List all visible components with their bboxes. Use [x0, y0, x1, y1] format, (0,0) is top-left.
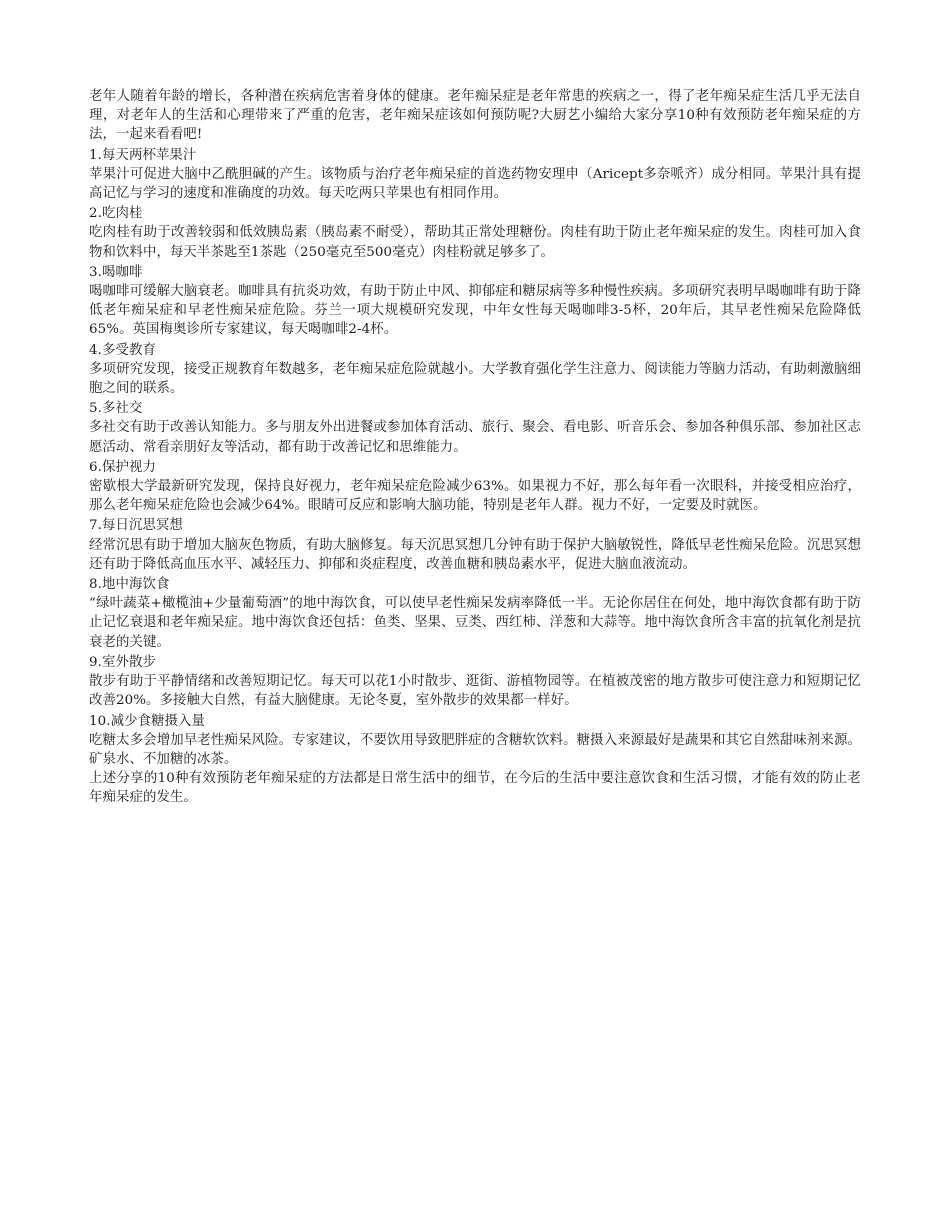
section-text: “绿叶蔬菜+橄榄油+少量葡萄酒”的地中海饮食，可以使早老性痴呆发病率降低一半。无论你居住在何处，地中海饮食都有助于防止记忆衰退和老年痴呆症。地中海饮食还包括：鱼类、坚果、豆类、西红柿、洋葱和大蒜等。地中海饮食所含丰富的抗氧化剂是抗衰老的关键。: [89, 596, 861, 650]
section-text: 多社交有助于改善认知能力。多与朋友外出进餐或参加体育活动、旅行、聚会、看电影、听音乐会、参加各种俱乐部、参加社区志愿活动、常看亲朋好友等活动，都有助于改善记忆和思维能力。: [89, 420, 861, 455]
section-heading: 8.地中海饮食: [89, 577, 170, 593]
section-9: [89, 653, 861, 711]
section-heading: 9.室外散步: [89, 654, 156, 670]
conclusion-paragraph: 上述分享的10种有效预防老年痴呆症的方法都是日常生活中的细节，在今后的生活中要注意饮食和生活习惯，才能有效的防止老年痴呆症的发生。: [89, 771, 861, 806]
section-7: [89, 516, 861, 574]
section-5: [89, 399, 861, 457]
section-2: [89, 204, 861, 262]
section-heading: 4.多受教育: [89, 342, 156, 358]
section-text: 经常沉思有助于增加大脑灰色物质，有助大脑修复。每天沉思冥想几分钟有助于保护大脑敏锐性，降低早老性痴呆危险。沉思冥想还有助于降低高血压水平、减轻压力、抑郁和炎症程度，改善血糖和胰岛素水平，促进大脑血液流动。: [89, 537, 861, 572]
section-heading: 1.每天两杯苹果汁: [89, 147, 197, 163]
section-10: [89, 712, 861, 770]
section-text: 密歇根大学最新研究发现，保持良好视力，老年痴呆症危险减少63%。如果视力不好，那么每年看一次眼科，并接受相应治疗，那么老年痴呆症危险也会减少64%。眼睛可反应和影响大脑功能，特别是老年人群。视力不好，一定要及时就医。: [89, 479, 861, 514]
section-heading: 3.喝咖啡: [89, 264, 143, 280]
section-text: 吃肉桂有助于改善较弱和低效胰岛素（胰岛素不耐受），帮助其正常处理糖份。肉桂有助于防止老年痴呆症的发生。肉桂可加入食物和饮料中，每天半茶匙至1茶匙（250毫克至500毫克）肉桂粉就足够多了。: [89, 225, 861, 260]
section-text: 吃糖太多会增加早老性痴呆风险。专家建议，不要饮用导致肥胖症的含糖软饮料。糖摄入来源最好是蔬果和其它自然甜味剂来源。矿泉水、不加糖的冰茶。: [89, 732, 861, 767]
section-text: 苹果汁可促进大脑中乙酰胆碱的产生。该物质与治疗老年痴呆症的首选药物安理申（Aricept多奈哌齐）成分相同。苹果汁具有提高记忆与学习的速度和准确度的功效。每天吃两只苹果也有相同作用。: [89, 166, 861, 202]
section-heading: 2.吃肉桂: [89, 206, 143, 222]
section-1: [89, 146, 861, 204]
section-8: [89, 575, 861, 652]
section-text: 多项研究发现，接受正规教育年数越多，老年痴呆症危险就越小。大学教育强化学生注意力、阅读能力等脑力活动，有助刺激脑细胞之间的联系。: [89, 361, 861, 397]
article: [89, 87, 861, 808]
section-6: [89, 458, 861, 516]
section-4: [89, 341, 861, 399]
section-heading: 5.多社交: [89, 401, 143, 417]
section-text: 喝咖啡可缓解大脑衰老。咖啡具有抗炎功效，有助于防止中风、抑郁症和糖尿病等多种慢性疾病。多项研究表明早喝咖啡有助于降低老年痴呆症和早老性痴呆症危险。芬兰一项大规模研究发现，中年女性每天喝咖啡3-5杯，20年后，其早老性痴呆危险降低65%。英国梅奥诊所专家建议，每天喝咖啡2-4杯。: [89, 284, 861, 338]
section-heading: 10.减少食糖摄入量: [89, 713, 206, 729]
intro-paragraph: 老年人随着年龄的增长，各种潜在疾病危害着身体的健康。老年痴呆症是老年常患的疾病之一，得了老年痴呆症生活几乎无法自理，对老年人的生活和心理带来了严重的危害，老年痴呆症该如何预防呢?大厨艺小编给大家分享10种有效预防老年痴呆症的方法，一起来看看吧!: [89, 89, 861, 143]
section-text: 散步有助于平静情绪和改善短期记忆。每天可以花1小时散步、逛街、游植物园等。在植被茂密的地方散步可使注意力和短期记忆改善20%。多接触大自然，有益大脑健康。无论冬夏，室外散步的效果都一样好。: [89, 674, 861, 709]
section-heading: 6.保护视力: [89, 459, 156, 475]
section-heading: 7.每日沉思冥想: [89, 518, 183, 534]
section-3: [89, 263, 861, 340]
